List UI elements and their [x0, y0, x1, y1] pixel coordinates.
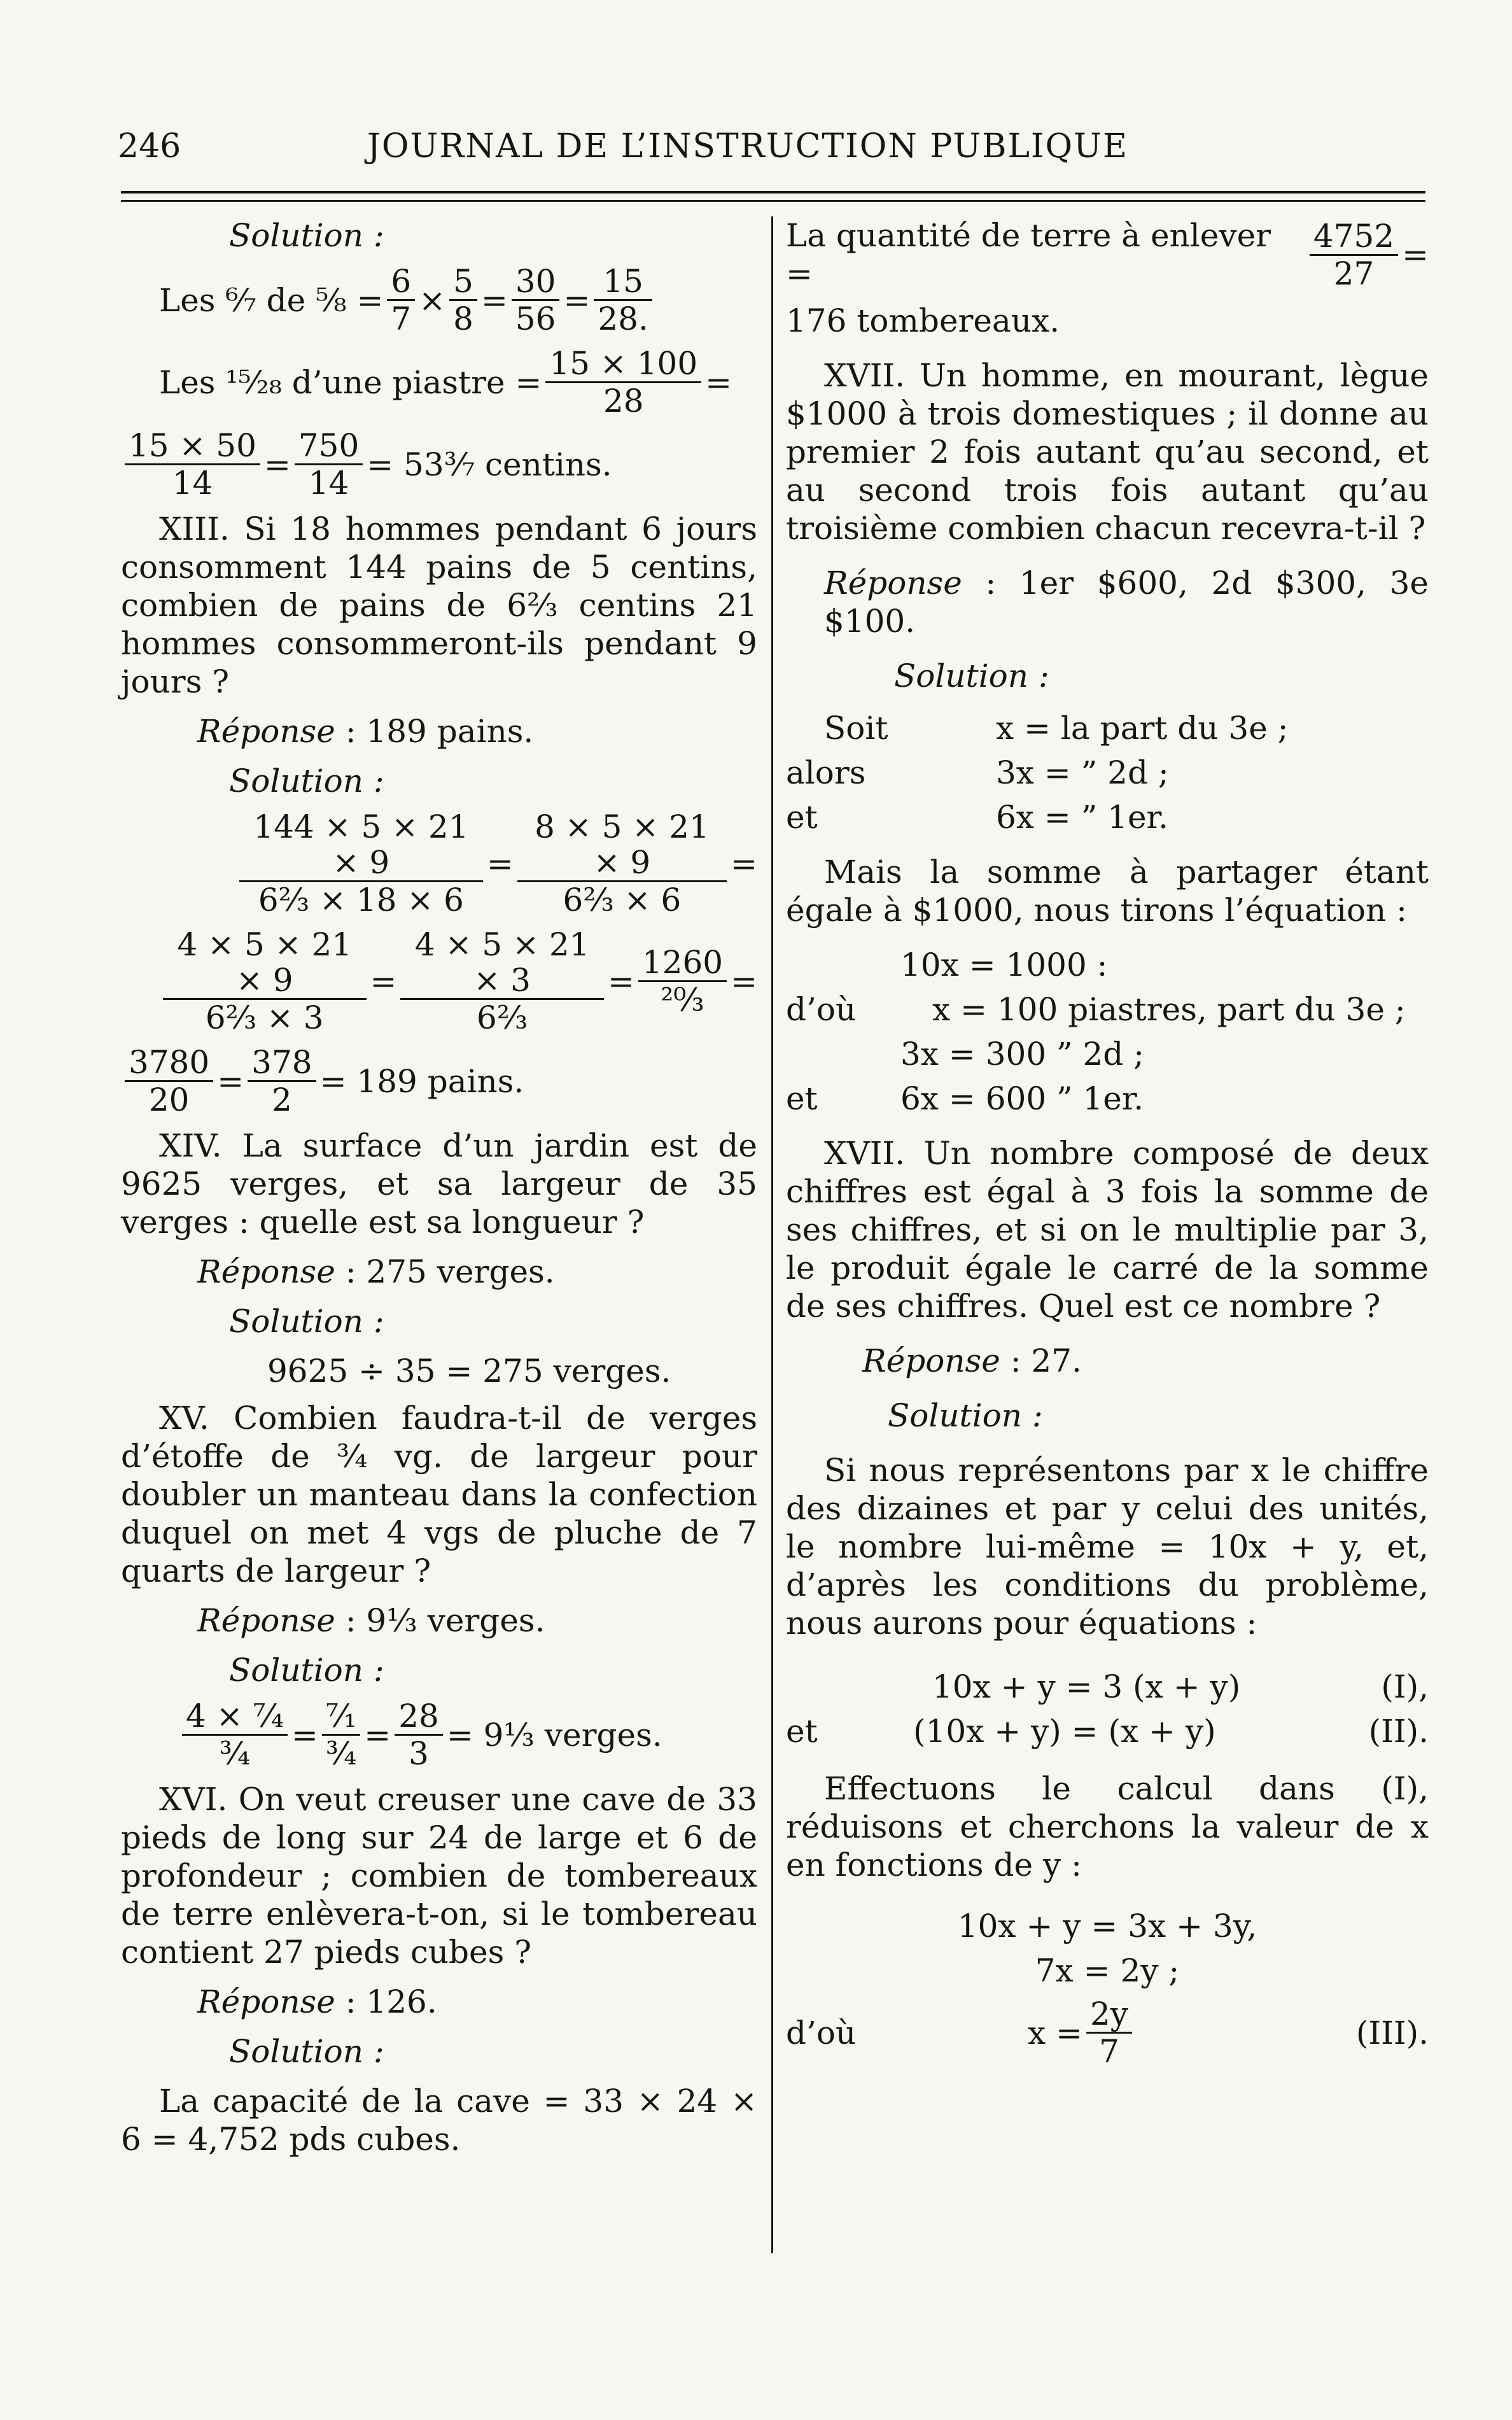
equation-text: = 9¹⁄₃ verges.	[446, 1716, 662, 1754]
equation-line: $\frac{144 \times 5 \times 21 \times 9}{\text{6²⁄₃ × 18 × 6}}$ = $\frac{8 \times 5 \times 21 \times 9}{\text{6²⁄₃ × 6}}$ =	[121, 809, 757, 918]
fraction: $\frac{28}{3}$	[395, 1698, 443, 1771]
fraction: $\frac{6}{7}$	[387, 264, 415, 337]
equation-line: d’où x = $\frac{2y}{7}$ (III).	[786, 1995, 1429, 2070]
answer-line: Réponse : 1er $600, 2d $300, 3e $100.	[824, 565, 1429, 640]
fraction: $\frac{378}{2}$	[248, 1045, 316, 1118]
fraction: $\frac{3780}{20}$	[125, 1045, 213, 1118]
fraction: $\frac{5}{8}$	[449, 264, 477, 337]
equation-line: d’où x = 100 piastres, part du 3e ;	[786, 991, 1406, 1028]
fraction: $\frac{4752}{27}$	[1310, 218, 1398, 292]
equation-text: = 53³⁄₇ centins.	[367, 446, 612, 483]
problem-xiii: XIII. Si 18 hommes pendant 6 jours consomment 144 pains de 5 centins, combien de pains de 6²⁄₃ centins 21 hommes consommeront-ils pendant 9 jours ?	[121, 510, 757, 700]
equation-line: et 6x = 600 ” 1er.	[786, 1080, 1144, 1117]
equation-text: Les ¹⁵⁄₂₈ d’une piastre =	[159, 363, 542, 401]
problem-xv: XV. Combien faudra-t-il de verges d’étoffe de ³⁄₄ vg. de largeur pour doubler un manteau dans la confection duquel on met 4 vgs de pluche de 7 quarts de largeur ?	[121, 1400, 757, 1589]
equation-line: alors 3x = ” 2d ;	[786, 754, 1169, 791]
equation-line: $\frac{15 \times 50}{14}$ = $\frac{750}{14}$ = 53³⁄₇ centins.	[121, 428, 757, 501]
solution-label: Solution :	[229, 763, 384, 799]
equation-line: 10x + y = 3 (x + y) (I),	[932, 1668, 1429, 1705]
solution-label: Solution :	[229, 2033, 384, 2070]
running-title: JOURNAL DE L’INSTRUCTION PUBLIQUE	[367, 127, 1128, 165]
right-column	[786, 216, 1429, 2076]
equation-text: = 189 pains.	[319, 1062, 524, 1100]
paragraph: Si nous représentons par x le chiffre des dizaines et par y celui des unités, le nombre lui-même = 10x + y, et, d’après les conditions du problème, nous aurons pour équations :	[786, 1452, 1429, 1642]
solution-label: Solution :	[229, 1303, 384, 1340]
fraction: $\frac{15 \times 50}{14}$	[125, 428, 260, 501]
equation-line: Les ¹⁵⁄₂₈ d’une piastre = $\frac{15 \times 100}{28}$ =	[159, 345, 732, 419]
equation-line: et (10x + y) = (x + y) (II).	[786, 1713, 1429, 1750]
paragraph: Effectuons le calcul dans (I), réduisons et cherchons la valeur de x en fonctions de y :	[786, 1770, 1429, 1883]
fraction: $\frac{750}{14}$	[295, 428, 363, 501]
answer-line: Réponse : 189 pains.	[197, 713, 534, 750]
fraction: $\frac{8 \times 5 \times 21 \times 9}{\text{6²⁄₃ × 6}}$	[517, 809, 727, 918]
problem-xiv: XIV. La surface d’un jardin est de 9625 verges, et sa largeur de 35 verges : quelle est sa longueur ?	[121, 1127, 757, 1241]
solution-text: La capacité de la cave = 33 × 24 × 6 = 4,752 pds cubes.	[121, 2083, 757, 2158]
fraction: $\frac{144 \times 5 \times 21 \times 9}{\text{6²⁄₃ × 18 × 6}}$	[239, 809, 483, 918]
equation-line: 3x = 300 ” 2d ;	[900, 1036, 1145, 1073]
equation-text: 7x = 2y ;	[1035, 1952, 1180, 1989]
fraction: $\frac{15 \times 100}{28}$	[545, 346, 701, 419]
equation-text: 9625 ÷ 35 = 275 verges.	[267, 1353, 671, 1389]
header-rule-top	[121, 191, 1425, 193]
left-column	[121, 216, 757, 2158]
fraction: $\frac{4 \times 5 \times 21 \times 3}{\text{6²⁄₃}}$	[400, 927, 604, 1036]
column-divider	[771, 216, 773, 2253]
fraction: $\frac{\text{⁷⁄₁}}{\text{³⁄₄}}$	[322, 1698, 360, 1771]
paragraph: Mais la somme à partager étant égale à $1000, nous tirons l’équation :	[786, 854, 1429, 929]
solution-label: Solution :	[888, 1397, 1043, 1434]
page-number: 246	[118, 127, 181, 165]
equation-line: Soit x = la part du 3e ;	[824, 710, 1289, 747]
equation-text: Les ⁶⁄₇ de ⁵⁄₈ =	[159, 281, 384, 319]
header-rule-bottom	[121, 200, 1425, 202]
answer-line: Réponse : 27.	[862, 1342, 1082, 1379]
fraction: $\frac{4 \times 5 \times 21 \times 9}{\text{6²⁄₃ × 3}}$	[163, 927, 367, 1036]
problem-xvii: XVII. Un homme, en mourant, lègue $1000 à trois domestiques ; il donne au premier 2 fois autant qu’au second, et au second trois fois autant qu’au troisième combien chacun recevra-t-il ?	[786, 357, 1429, 547]
answer-line: Réponse : 9¹⁄₃ verges.	[197, 1602, 545, 1639]
solution-label: Solution :	[894, 658, 1049, 694]
problem-xvi: XVI. On veut creuser une cave de 33 pieds de long sur 24 de large et 6 de profondeur ; combien de tombereaux de terre enlèvera-t-on, si le tombereau contient 27 pieds cubes ?	[121, 1781, 757, 1971]
fraction: $\frac{1260}{\text{²⁰⁄₃}}$	[638, 945, 727, 1018]
fraction: $\frac{15}{28.}$	[594, 264, 652, 337]
answer-line: Réponse : 126.	[197, 1983, 437, 2020]
fraction: $\frac{\text{4 × ⁷⁄₄}}{\text{³⁄₄}}$	[182, 1698, 288, 1771]
equation-line: 10x = 1000 :	[900, 946, 1108, 983]
answer-line: Réponse : 275 verges.	[197, 1253, 555, 1290]
page-header	[118, 127, 1378, 178]
solution-label: Solution :	[229, 217, 384, 254]
problem-xvii-b: XVII. Un nombre composé de deux chiffres est égal à 3 fois la somme de ses chiffres, et si on le multiplie par 3, le produit égale le carré de la somme de ses chiffres. Quel est ce nombre ?	[786, 1135, 1429, 1325]
equation-line: $\frac{4 \times 5 \times 21 \times 9}{\text{6²⁄₃ × 3}}$ = $\frac{4 \times 5 \times 21 \times 3}{\text{6²⁄₃}}$ = $\frac{1260}{\text{²⁰⁄₃}}$ =	[121, 927, 757, 1036]
equation-line: et 6x = ” 1er.	[786, 799, 1168, 836]
equation-line: $\frac{\text{4 × ⁷⁄₄}}{\text{³⁄₄}}$ = $\frac{\text{⁷⁄₁}}{\text{³⁄₄}}$ = $\frac{28}{3}$ = 9¹⁄₃ verges.	[121, 1698, 757, 1771]
equation-text: La quantité de terre à enlever =	[786, 217, 1271, 292]
equation-text: 176 tombereaux.	[786, 302, 1060, 339]
fraction: $\frac{30}{56}$	[512, 264, 560, 337]
equation-text: 10x + y = 3x + 3y,	[957, 1908, 1257, 1945]
solution-label: Solution :	[229, 1652, 384, 1689]
equation-line: $\frac{3780}{20}$ = $\frac{378}{2}$ = 189 pains.	[121, 1045, 757, 1118]
equation-line: La quantité de terre à enlever = $\frac{4752}{27}$ =	[786, 217, 1429, 292]
fraction: $\frac{2y}{7}$	[1086, 1996, 1132, 2069]
equation-line: Les ⁶⁄₇ de ⁵⁄₈ = $\frac{6}{7}$ × $\frac{5}{8}$ = $\frac{30}{56}$ = $\frac{15}{28.}$	[121, 264, 757, 337]
